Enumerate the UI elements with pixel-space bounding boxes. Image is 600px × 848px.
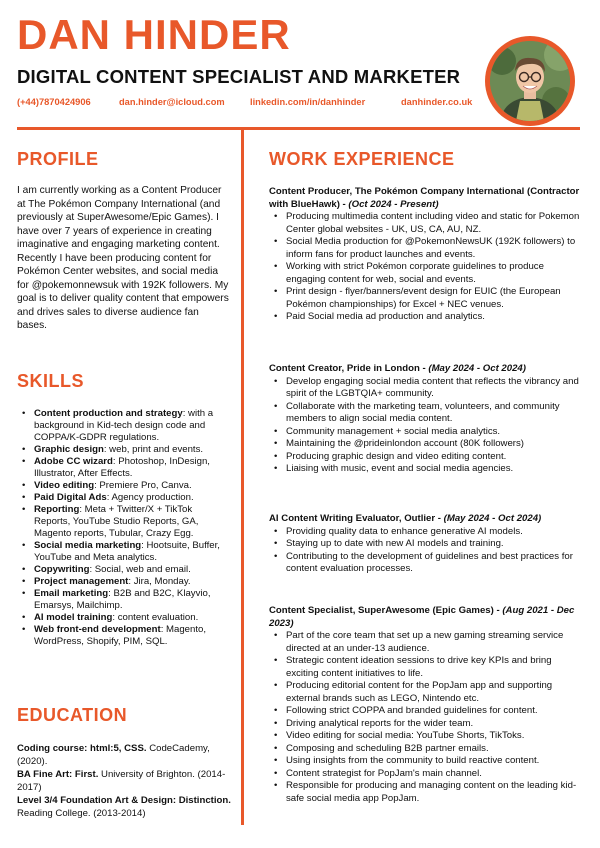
education-entry: Coding course: html:5, CSS. CodeCademy, (2020). (17, 743, 210, 767)
list-item: • Using insights from the community to build reactive content. (269, 755, 585, 768)
portrait-illustration (490, 41, 570, 121)
header-divider (17, 127, 580, 130)
list-item: • Content production and strategy: with a background in Kid-tech design code and COPPA/K-GDPR regulations. (17, 408, 231, 444)
list-item: • Working with strict Pokémon corporate guidelines to produce engaging content for web, social and events. (269, 261, 585, 286)
job-header: Content Producer, The Pokémon Company International (Contractor with BlueHawk) - (Oct 2024 - Present) (269, 186, 580, 210)
contact-bar (17, 97, 487, 109)
list-item: • Video editing for social media: YouTube Shorts, TikToks. (269, 730, 585, 743)
website-link[interactable]: danhinder.co.uk (401, 97, 473, 107)
list-item: • Staying up to date with new AI models and training. (269, 538, 585, 551)
list-item: • Social Media production for @PokemonNewsUK (192K followers) to inform fans for product launches and events. (269, 236, 585, 261)
list-item: • Maintaining the @prideinlondon account (80K followers) (269, 438, 585, 451)
education-heading: EDUCATION (17, 705, 128, 725)
list-item: • Liaising with music, event and social media agencies. (269, 463, 585, 476)
linkedin-link[interactable]: linkedin.com/in/danhinder (250, 97, 366, 107)
list-item: • Paid Digital Ads: Agency production. (17, 492, 231, 504)
job-header: AI Content Writing Evaluator, Outlier - (May 2024 - Oct 2024) (269, 513, 542, 524)
list-item: • Contributing to the development of guidelines and best practices for content evaluation processes. (269, 551, 585, 576)
education-entry: Level 3/4 Foundation Art & Design: Distinction. Reading College. (2013-2014) (17, 795, 231, 819)
list-item: • Composing and scheduling B2B partner emails. (269, 743, 585, 756)
list-item: • Strategic content ideation sessions to drive key KPIs and bring exciting content initiatives to life. (269, 655, 585, 680)
job-bullets (269, 376, 585, 476)
list-item: • AI model training: content evaluation. (17, 612, 231, 624)
profile-text: I am currently working as a Content Producer at The Pokémon Company International (and previously at SuperAwesome/Epic Games). I have over 7 years of experience in creating imaginative and engaging marketing content. Recently I have been producing content for Pokémon Center websites, and social media for @pokemonnewsuk with 192K followers. My goal is to deliver quality content that empowers and drives sales to diverse audience fan bases. (17, 185, 229, 331)
list-item: • Providing quality data to enhance generative AI models. (269, 526, 585, 539)
list-item: • Part of the core team that set up a new gaming streaming service directed at an under-13 audience. (269, 630, 585, 655)
education-entry: BA Fine Art: First. University of Brighton. (2014-2017) (17, 769, 226, 793)
job-entry-pokemon (269, 186, 585, 324)
profile-heading: PROFILE (17, 149, 99, 169)
list-item: • Video editing: Premiere Pro, Canva. (17, 480, 231, 492)
list-item: • Graphic design: web, print and events. (17, 444, 231, 456)
list-item: • Paid Social media ad production and analytics. (269, 311, 585, 324)
list-item: • Producing graphic design and video editing content. (269, 451, 585, 464)
list-item: • Driving analytical reports for the wider team. (269, 718, 585, 731)
job-header: Content Specialist, SuperAwesome (Epic Games) - (Aug 2021 - Dec 2023) (269, 605, 575, 629)
list-item: • Producing multimedia content including video and static for Pokemon Center global websites - UK, US, CA, AU, NZ. (269, 211, 585, 236)
list-item: • Producing editorial content for the PopJam app and supporting external brands such as LEGO, Nintendo etc. (269, 680, 585, 705)
skills-list (17, 408, 231, 648)
phone-number[interactable]: (+44)7870424906 (17, 97, 91, 107)
list-item: • Community management + social media analytics. (269, 426, 585, 439)
list-item: • Collaborate with the marketing team, volunteers, and community members to align social media content. (269, 401, 585, 426)
job-header: Content Creator, Pride in London - (May 2024 - Oct 2024) (269, 363, 526, 374)
job-bullets (269, 630, 585, 805)
list-item: • Following strict COPPA and branded guidelines for content. (269, 705, 585, 718)
list-item: • Copywriting: Social, web and email. (17, 564, 231, 576)
list-item: • Develop engaging social media content that reflects the vibrancy and spirit of the LGBTQIA+ community. (269, 376, 585, 401)
list-item: • Content strategist for PopJam's main channel. (269, 768, 585, 781)
job-entry-pride (269, 363, 585, 476)
candidate-name: DAN HINDER (17, 11, 291, 58)
list-item: • Reporting: Meta + Twitter/X + TikTok Reports, YouTube Studio Reports, GA, Magento reports, Tubular, Crazy Egg. (17, 504, 231, 540)
list-item: • Email marketing: B2B and B2C, Klayvio, Emarsys, Mailchimp. (17, 588, 231, 612)
job-entry-superawesome (269, 605, 585, 805)
list-item: • Print design - flyer/banners/event design for EUIC (the European Pokémon championships) for Excel + NEC venues. (269, 286, 585, 311)
job-bullets (269, 526, 585, 576)
profile-photo (485, 36, 575, 126)
list-item: • Responsible for producing and managing content on the leading kid-safe social media app PopJam. (269, 780, 585, 805)
email-link[interactable]: dan.hinder@icloud.com (119, 97, 225, 107)
work-experience-heading: WORK EXPERIENCE (269, 149, 455, 169)
list-item: • Project management: Jira, Monday. (17, 576, 231, 588)
education-list (17, 742, 233, 820)
list-item: • Adobe CC wizard: Photoshop, InDesign, Illustrator, After Effects. (17, 456, 231, 480)
list-item: • Web front-end development: Magento, WordPress, Shopify, PIM, SQL. (17, 624, 231, 648)
column-divider (241, 127, 244, 825)
list-item: • Social media marketing: Hootsuite, Buffer, YouTube and Meta analytics. (17, 540, 231, 564)
job-entry-outlier (269, 513, 585, 576)
skills-heading: SKILLS (17, 371, 85, 391)
job-bullets (269, 211, 585, 324)
job-title: DIGITAL CONTENT SPECIALIST AND MARKETER (17, 66, 461, 87)
